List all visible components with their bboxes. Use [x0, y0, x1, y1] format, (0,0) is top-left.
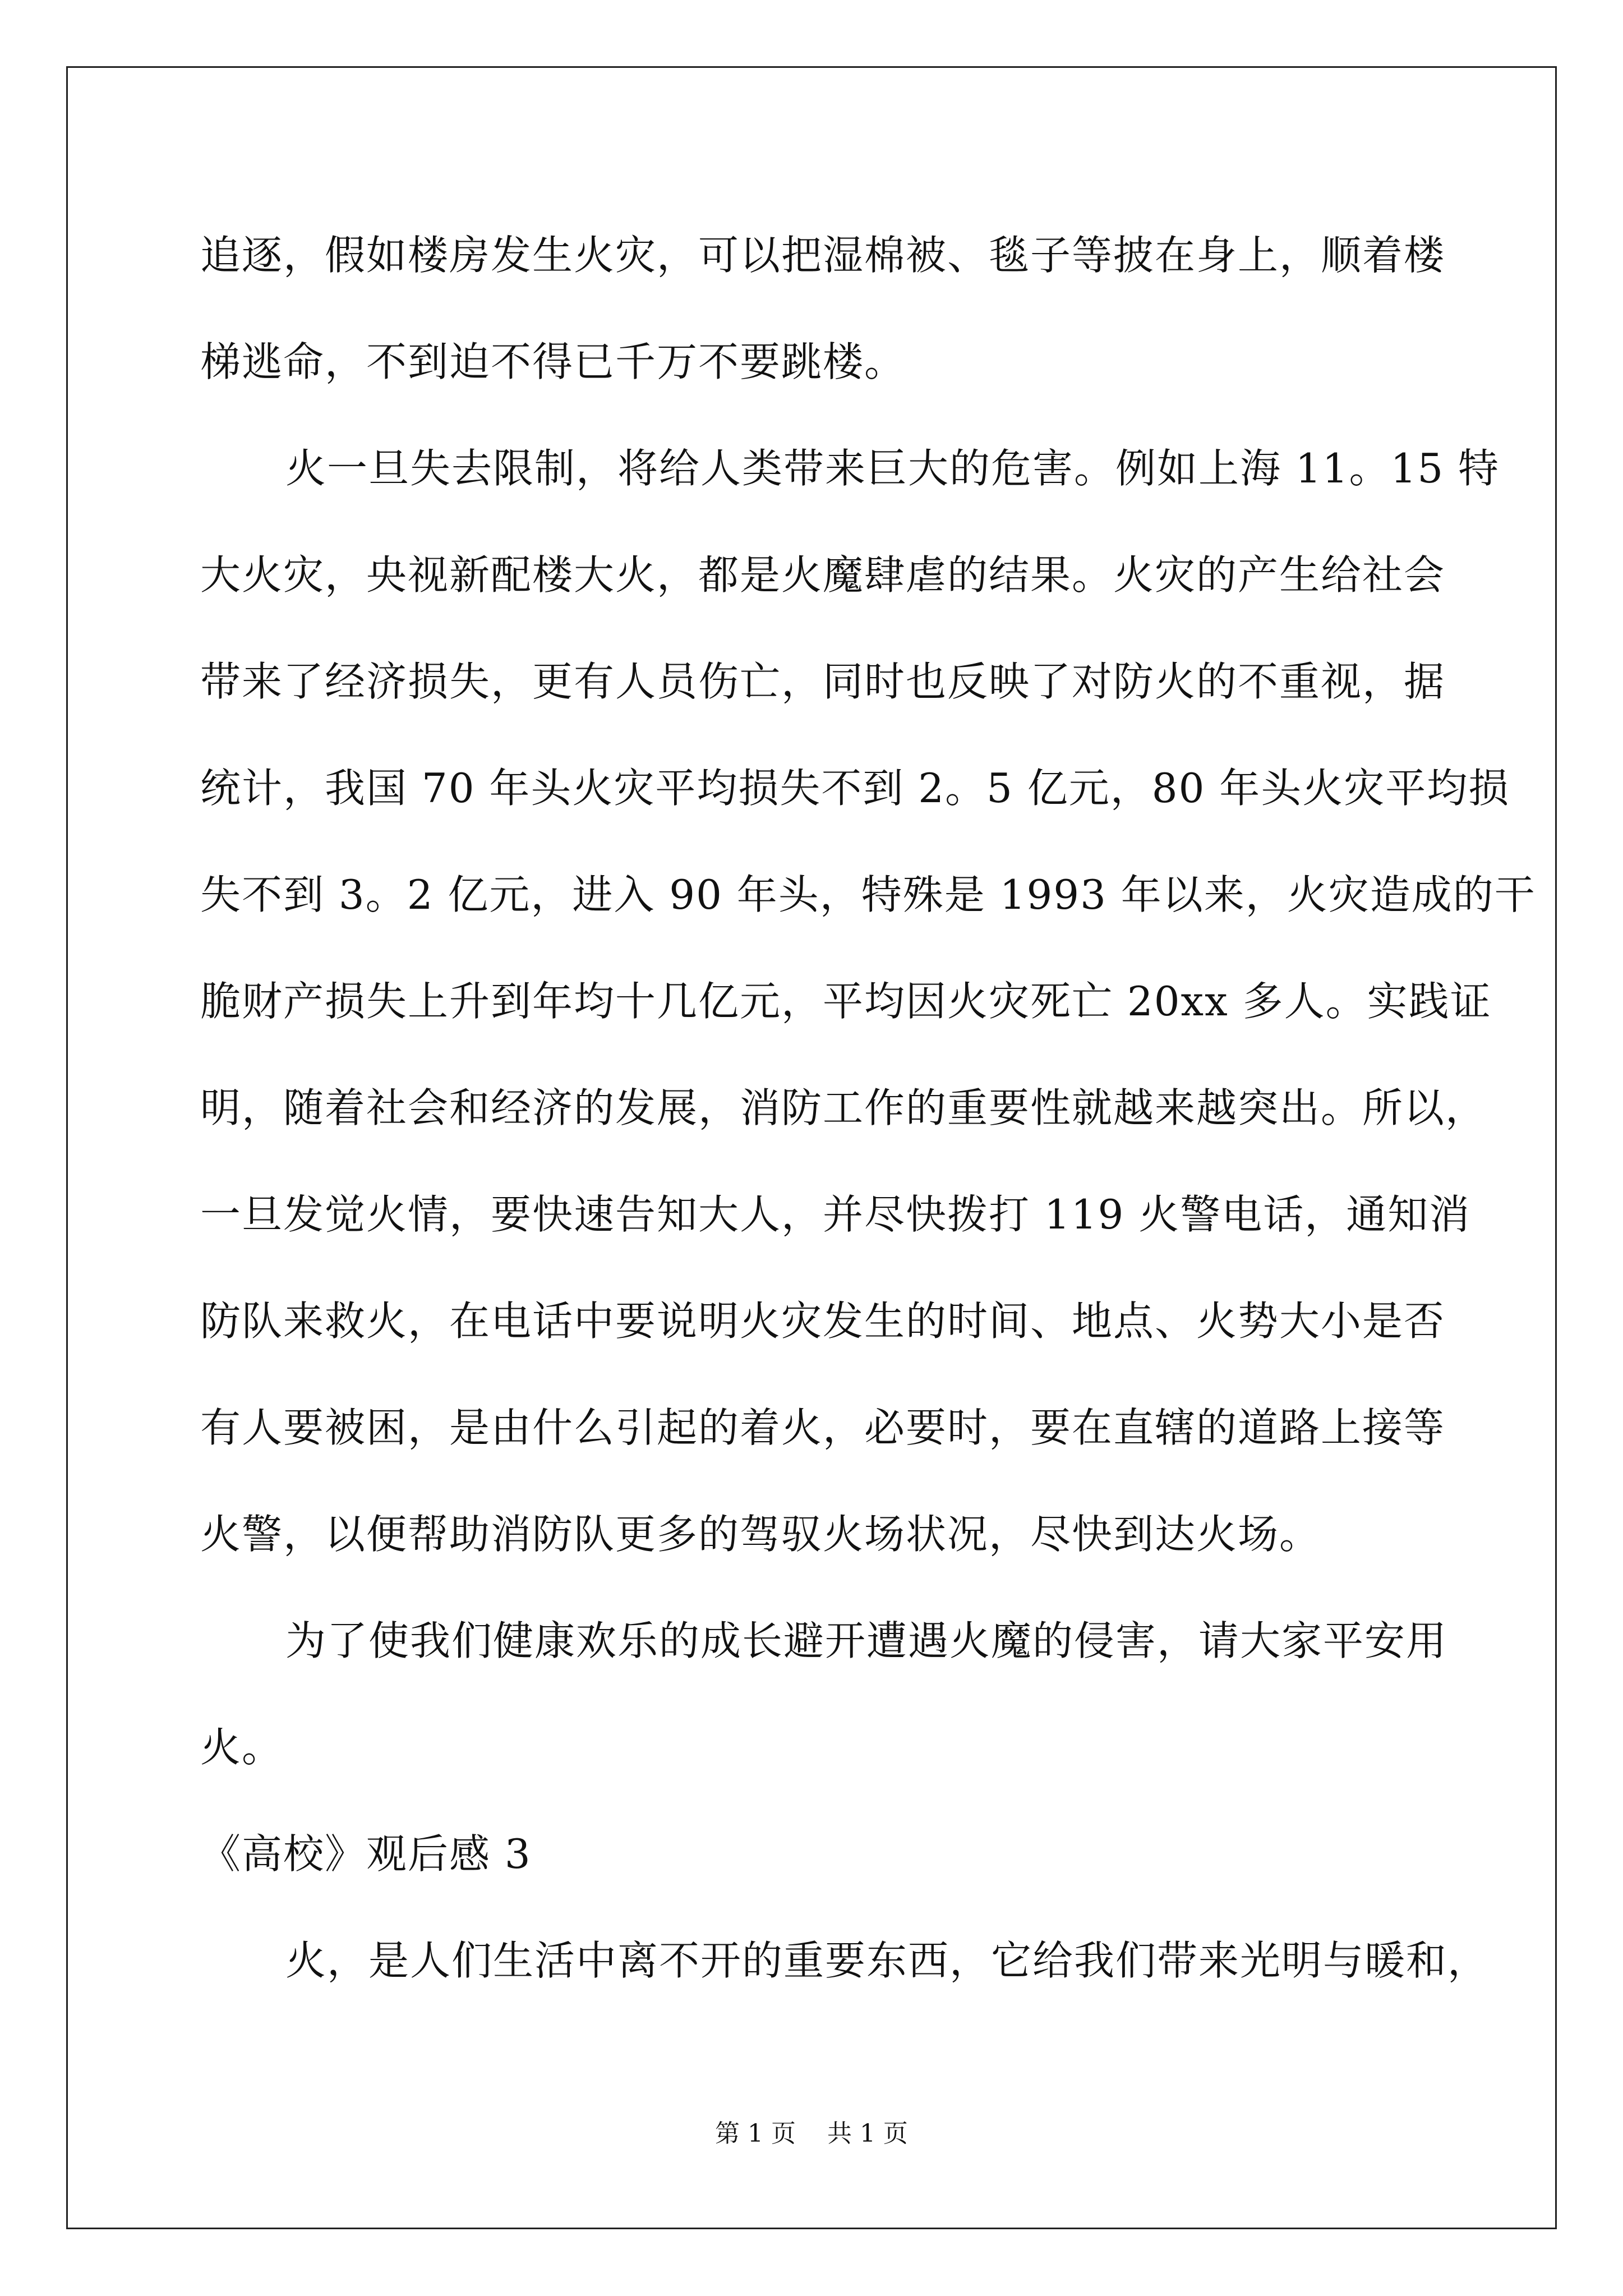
paragraph-line: 大火灾，央视新配楼大火，都是火魔肆虐的结果。火灾的产生给社会: [200, 551, 1446, 599]
paragraph-line: 有人要被困，是由什么引起的着火，必要时，要在直辖的道路上接等: [200, 1404, 1446, 1451]
paragraph-line: 火一旦失去限制，将给人类带来巨大的危害。例如上海 11。15 特: [285, 445, 1500, 492]
paragraph-line: 火，是人们生活中离不开的重要东西，它给我们带来光明与暖和，: [285, 1937, 1490, 1984]
page-number-footer: 第 1 页 共 1 页: [715, 2119, 908, 2148]
paragraph-line: 明，随着社会和经济的发展，消防工作的重要性就越来越突出。所以，: [200, 1084, 1487, 1131]
paragraph-line: 梯逃命，不到迫不得已千万不要跳楼。: [200, 338, 906, 385]
section-heading: 《高校》观后感 3: [200, 1830, 532, 1878]
paragraph-line: 带来了经济损失，更有人员伤亡，同时也反映了对防火的不重视，据: [200, 658, 1446, 705]
paragraph-line: 失不到 3。2 亿元，进入 90 年头，特殊是 1993 年以来，火灾造成的干: [200, 871, 1536, 918]
paragraph-line: 为了使我们健康欢乐的成长避开遭遇火魔的侵害，请大家平安用: [285, 1617, 1448, 1664]
paragraph-line: 统计，我国 70 年头火灾平均损失不到 2。5 亿元，80 年头火灾平均损: [200, 765, 1510, 812]
paragraph-line: 防队来救火，在电话中要说明火灾发生的时间、地点、火势大小是否: [200, 1297, 1446, 1345]
paragraph-line: 火。: [200, 1724, 284, 1771]
paragraph-line: 脆财产损失上升到年均十几亿元，平均因火灾死亡 20xx 多人。实践证: [200, 978, 1492, 1025]
paragraph-line: 火警，以便帮助消防队更多的驾驭火场状况，尽快到达火场。: [200, 1511, 1321, 1558]
document-body: [200, 202, 1536, 2014]
paragraph-line: 一旦发觉火情，要快速告知大人，并尽快拨打 119 火警电话，通知消: [200, 1191, 1471, 1238]
paragraph-line: 追逐，假如楼房发生火灾，可以把湿棉被、毯子等披在身上，顺着楼: [200, 232, 1446, 279]
